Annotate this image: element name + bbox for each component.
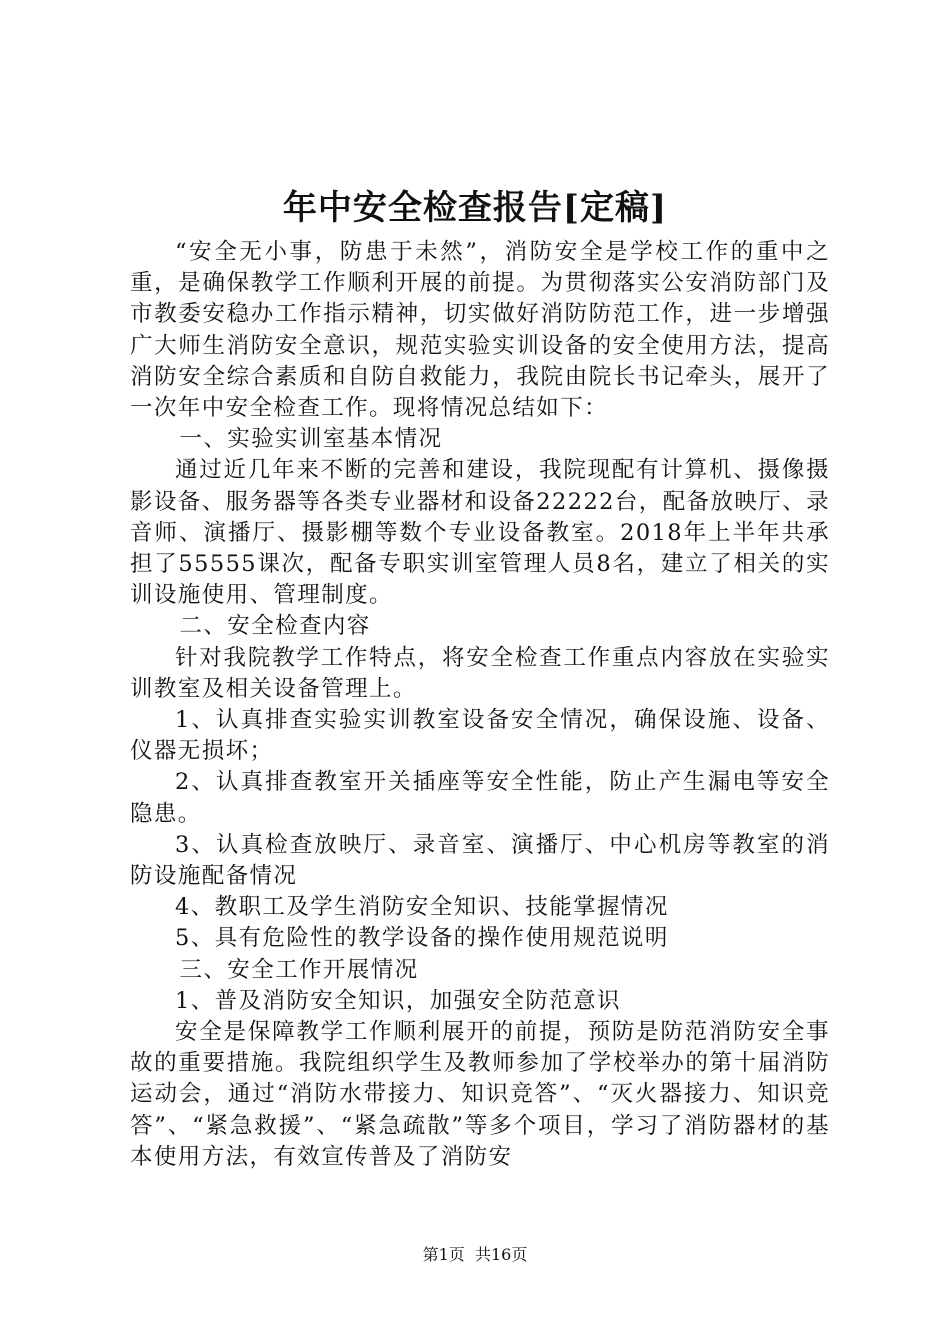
paragraph-inspection-focus: 针对我院教学工作特点，将安全检查工作重点内容放在实验实训教室及相关设备管理上。 (130, 644, 830, 702)
list-item-2: 2、认真排查教室开关插座等安全性能，防止产生漏电等安全隐患。 (130, 769, 830, 827)
paragraph-safety-education: 安全是保障教学工作顺利展开的前提，预防是防范消防安全事故的重要措施。我院组织学生及教师参加了学校举办的第十届消防运动会，通过“消防水带接力、知识竞答”、“灭火器接力、知识竞答”、“紧急救援”、“紧急疏散”等多个项目，学习了消防器材的基本使用方法，有效宣传普及了消防安 (130, 1019, 830, 1170)
page-footer (0, 1244, 950, 1266)
list-item-4: 4、教职工及学生消防安全知识、技能掌握情况 (175, 894, 669, 921)
document-body (130, 237, 830, 1173)
page-total: 共16页 (474, 1245, 528, 1264)
paragraph-lab-overview: 通过近几年来不断的完善和建设，我院现配有计算机、摄像摄影设备、服务器等各类专业器材和设备22222台，配备放映厅、录音师、演播厅、摄影棚等数个专业设备教室。2018年上半年共承担了55555课次，配备专职实训室管理人员8名，建立了相关的实训设施使用、管理制度。 (130, 457, 830, 609)
subsection-heading-1: 1、普及消防安全知识，加强安全防范意识 (175, 987, 621, 1014)
list-item-1: 1、认真排查实验实训教室设备安全情况，确保设施、设备、仪器无损坏； (130, 707, 830, 765)
paragraph-intro: “安全无小事，防患于未然”，消防安全是学校工作的重中之重，是确保教学工作顺利开展的前提。为贯彻落实公安消防部门及市教委安稳办工作指示精神，切实做好消防防范工作，进一步增强广大师生消防安全意识，规范实验实训设备的安全使用方法，提高消防安全综合素质和自防自救能力，我院由院长书记牵头，展开了一次年中安全检查工作。现将情况总结如下： (130, 239, 830, 422)
list-item-3: 3、认真检查放映厅、录音室、演播厅、中心机房等教室的消防设施配备情况 (130, 831, 830, 890)
section-heading-3: 三、安全工作开展情况 (179, 956, 419, 983)
document-title: 年中安全检查报告[定稿] (282, 188, 668, 228)
section-heading-1: 一、实验实训室基本情况 (179, 426, 443, 453)
section-heading-2: 二、安全检查内容 (179, 613, 371, 640)
list-item-5: 5、具有危险性的教学设备的操作使用规范说明 (175, 925, 669, 952)
page-number: 第1页 (422, 1245, 465, 1264)
